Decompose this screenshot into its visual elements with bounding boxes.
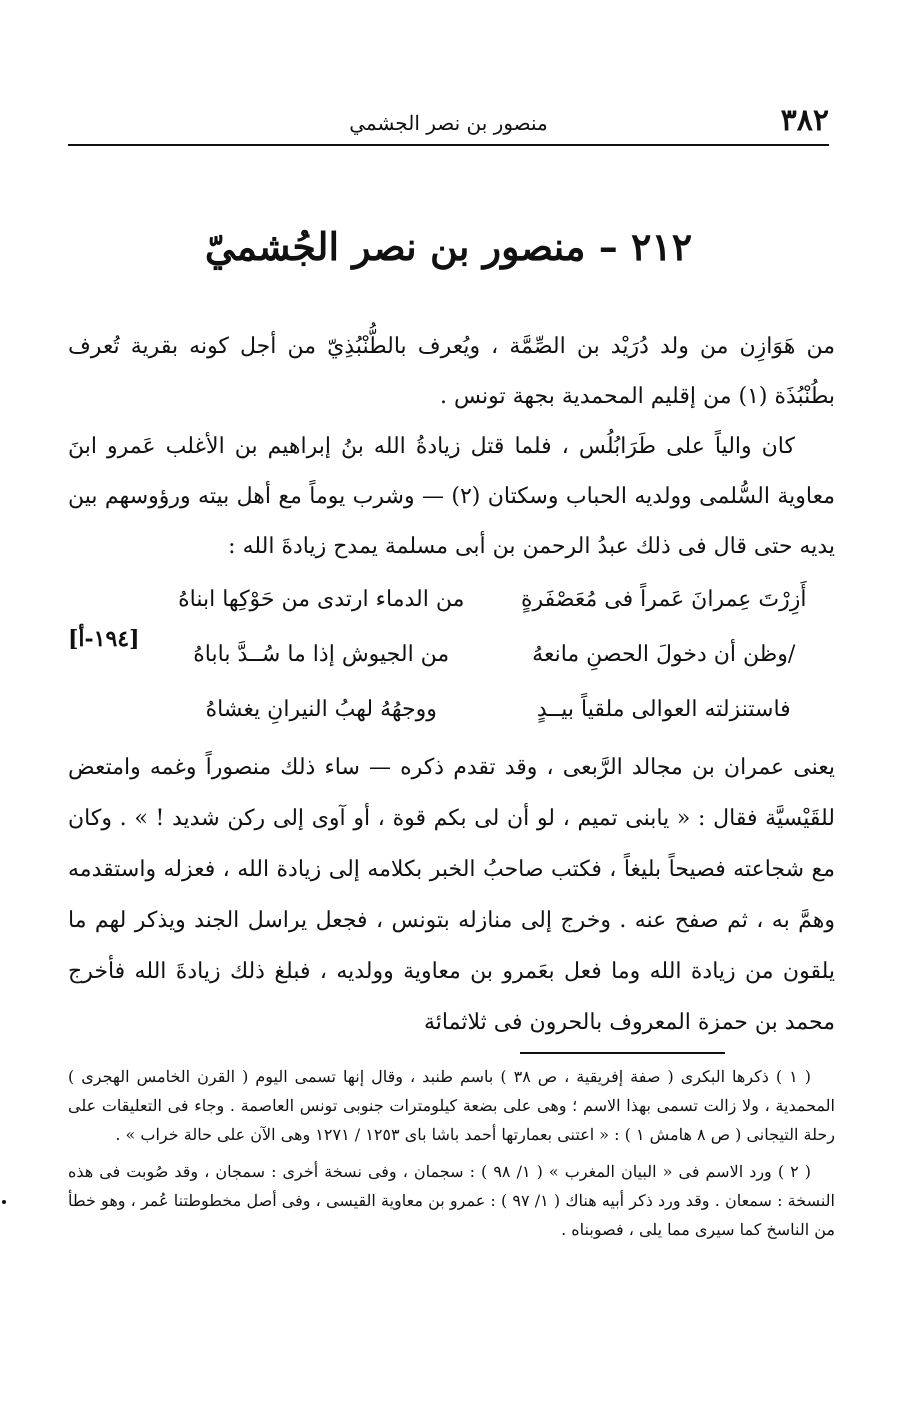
footnote-1: ( ١ ) ذكرها البكرى ( صفة إفريقية ، ص ٣٨ ) باسم طنبد ، وقال إنها تسمى اليوم ( القرن الخامس الهجرى ) المحمدية ، ولا زالت تسمى بهذا الاسم ؛ وهى على بضعة كيلومترات جنوبى تونس العاصمة . وجاء فى التعليقات على رحلة التيجانى ( ص ٨ هامش ١ ) : « اعتنى بعمارتها أحمد باشا باى ١٢٥٣ / ١٢٧١ وهى الآن على حالة خراب » . bbox=[68, 1067, 836, 1144]
verse-second-hemistich: من الجيوش إذا ما سُــدَّ باباهُ bbox=[193, 642, 450, 667]
verse-line bbox=[150, 627, 835, 682]
footnotes bbox=[68, 1062, 835, 1252]
page-number: ٣٨٢ bbox=[780, 103, 829, 138]
poem bbox=[150, 572, 835, 737]
paragraph-biography: كان والياً على طَرَابُلُس ، فلما قتل زيادةُ الله بنُ إبراهيم بن الأغلب عَمرو ابنَ معاوية السُّلمى وولديه الحباب وسكتان (٢) — وشرب يوماً مع أهل بيته ورؤوسهم بين يديه حتى قال فى ذلك عبدُ الرحمن بن أبى مسلمة يمدح زيادةَ الله : bbox=[68, 434, 835, 559]
intro-text bbox=[68, 322, 835, 572]
verse-second-hemistich: من الدماء ارتدى من حَوْكِها ابناهُ bbox=[178, 587, 465, 612]
verse-first-hemistich: أَزِرْتَ عِمرانَ عَمراً فى مُعَصْفَرةٍ bbox=[520, 587, 807, 612]
verse-first-hemistich: /وظن أن دخولَ الحصنِ مانعهُ bbox=[532, 642, 796, 667]
footnote-divider bbox=[520, 1052, 725, 1054]
verse-second-hemistich: ووجهُهُ لهبُ النيرانِ يغشاهُ bbox=[205, 697, 437, 722]
verse-line bbox=[150, 682, 835, 737]
page-header bbox=[68, 100, 829, 146]
narrative-text: يعنى عمران بن مجالد الرَّبعى ، وقد تقدم ذكره — ساء ذلك منصوراً وغمه وامتعض للقَيْسيَّة فقال : « يابنى تميم ، لو أن لى بكم قوة ، أو آوى إلى ركن شديد ! » . وكان مع شجاعته فصيحاً بليغاً ، فكتب صاحبُ الخبر بكلامه إلى زيادة الله ، فعزله واستقدمه وهمَّ به ، ثم صفح عنه . وخرج إلى منازله بتونس ، فجعل يراسل الجند ويذكر لهم ما يلقون من زيادة الله وما فعل بعَمرو بن معاوية وولديه ، فبلغ ذلك زيادةَ الله فأخرج محمد بن حمزة المعروف بالحرون فى ثلاثمائة bbox=[68, 755, 835, 1035]
verse-first-hemistich: فاستنزلته العوالى ملقياً بيــدٍ bbox=[536, 697, 791, 722]
running-title: منصور بن نصر الجشمي bbox=[349, 111, 548, 135]
manuscript-folio-reference: [١٩٤-أ] bbox=[68, 626, 140, 652]
scan-speck bbox=[2, 1200, 6, 1204]
footnote-2: ( ٢ ) ورد الاسم فى « البيان المغرب » ( ١/ ٩٨ ) : سجمان ، وفى نسخة أخرى : سمجان ، وقد صُوبت فى هذه النسخة : سمعان . وقد ورد ذكر أبيه هناك ( ١/ ٩٧ ) : عمرو بن معاوية القيسى ، وفى أصل مخطوطتنا عُمر ، وهو خطأ من الناسخ كما سيرى مما يلى ، فصوبناه . bbox=[68, 1162, 836, 1239]
entry-title: ٢١٢ – منصور بن نصر الجُشميّ bbox=[204, 224, 693, 269]
verse-line bbox=[150, 572, 835, 627]
paragraph-lineage: من هَوَازِن من ولد دُرَيْد بن الصِّمَّة ، ويُعرف بالطُّنْبُذِيّ من أجل كونه بقرية تُعرف بطُنْبُذَة (١) من إقليم المحمدية بجهة تونس . bbox=[68, 334, 835, 409]
